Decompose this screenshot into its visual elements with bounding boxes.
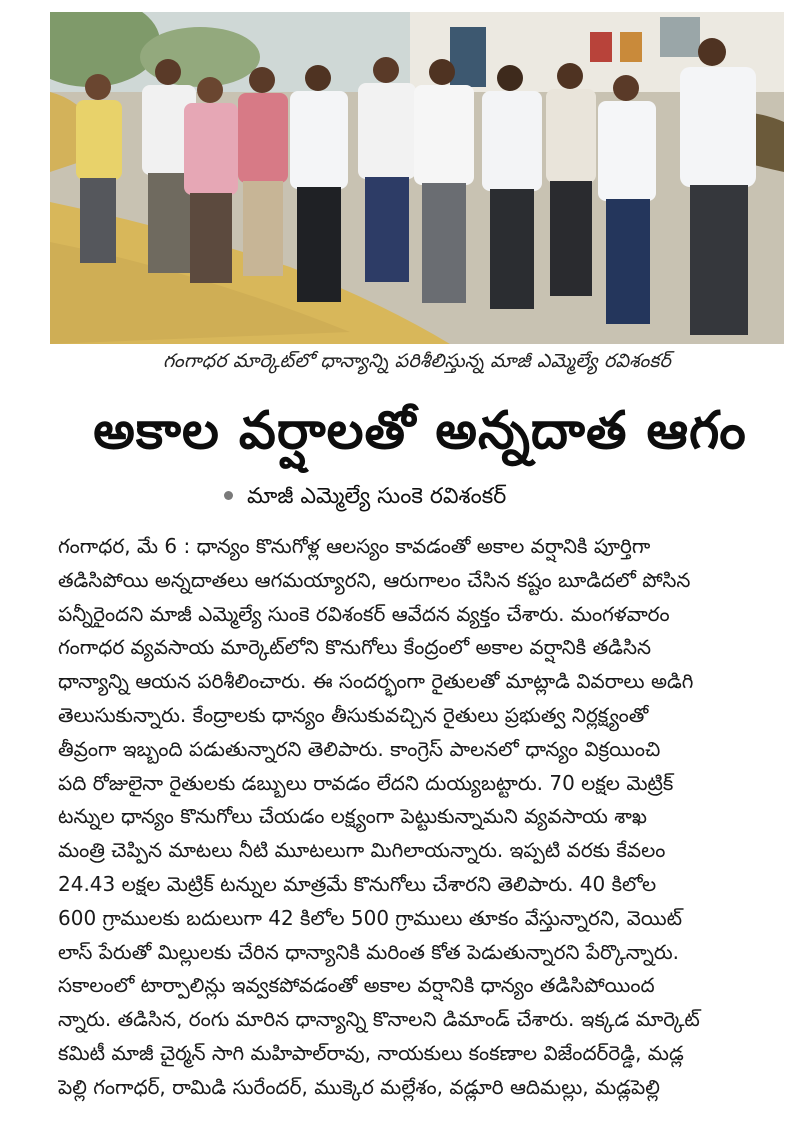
body-line: 24.43 లక్షల మెట్రిక్ టన్నుల మాత్రమే కొనుగోలు చేశారని తెలిపారు. 40 కిలోల — [58, 871, 657, 896]
headline: అకాల వర్షాలతో అన్నదాత ఆగం — [93, 401, 747, 461]
person — [76, 74, 122, 263]
person — [290, 65, 348, 302]
body-line: పెల్లి గంగాధర్, రామిడి సురేందర్, ముక్కెర మల్లేశం, వడ్లూరి ఆదిమల్లు, మడ్లపెల్లి — [58, 1074, 660, 1099]
article-body — [58, 530, 788, 1105]
bullet-icon — [224, 491, 233, 500]
subhead — [224, 484, 506, 514]
body-line: సకాలంలో టార్పాలిన్లు ఇవ్వకపోవడంతో అకాల వర్షానికి ధాన్యం తడిసిపోయింద — [58, 973, 655, 998]
person — [414, 59, 474, 303]
body-line: ధాన్యాన్ని ఆయన పరిశీలించారు. ఈ సందర్భంగా రైతులతో మాట్లాడి వివరాలు అడిగి — [58, 669, 694, 694]
body-line: తెలుసుకున్నారు. కేంద్రాలకు ధాన్యం తీసుకువచ్చిన రైతులు ప్రభుత్వ నిర్లక్ష్యంతో — [58, 702, 649, 727]
body-line: తడిసిపోయి అన్నదాతలు ఆగమయ్యారని, ఆరుగాలం చేసిన కష్టం బూడిదలో పోసిన — [58, 567, 691, 592]
photo-caption: గంగాధర మార్కెట్‌లో ధాన్యాన్ని పరిశీలిస్తున్న మాజీ ఎమ్మెల్యే రవిశంకర్ — [162, 350, 671, 372]
body-line: కమిటీ మాజీ చైర్మన్ సాగి మహిపాల్‌రావు, నాయకులు కంకణాల విజేందర్‌రెడ్డి, మడ్ల — [58, 1040, 684, 1065]
person — [238, 67, 288, 276]
body-line: 600 గ్రాములకు బదులుగా 42 కిలోల 500 గ్రాములు తూకం వేస్తున్నారని, వెయిట్ — [58, 905, 683, 930]
person — [546, 63, 596, 296]
body-line: పన్నీరైందని మాజీ ఎమ్మెల్యే సుంకె రవిశంకర్ ఆవేదన వ్యక్తం చేశారు. మంగళవారం — [58, 601, 670, 626]
person — [184, 77, 238, 283]
body-line: గంగాధర, మే 6 : ధాన్యం కొనుగోళ్ల ఆలస్యం కావడంతో అకాల వర్షానికి పూర్తిగా — [58, 534, 651, 558]
body-line: పది రోజులైనా రైతులకు డబ్బులు రావడం లేదని దుయ్యబట్టారు. 70 లక్షల మెట్రిక్ — [58, 770, 674, 795]
news-photo-illustration — [50, 12, 784, 344]
person — [598, 75, 656, 324]
body-line: టన్నుల ధాన్యం కొనుగోలు చేయడం లక్ష్యంగా పెట్టుకున్నామని వ్యవసాయ శాఖ — [58, 804, 648, 829]
body-line: లాస్ పేరుతో మిల్లులకు చేరిన ధాన్యానికి మరింత కోత పెడుతున్నారని పేర్కొన్నారు. — [58, 939, 680, 964]
person — [482, 65, 542, 309]
body-line: తీవ్రంగా ఇబ్బంది పడుతున్నారని తెలిపారు. కాంగ్రెస్ పాలనలో ధాన్యం విక్రయించి — [58, 736, 661, 761]
subhead-text: మాజీ ఎమ్మెల్యే సుంకె రవిశంకర్ — [247, 484, 507, 509]
news-photo — [50, 12, 784, 344]
body-line: మంత్రి చెప్పిన మాటలు నీటి మూటలుగా మిగిలాయన్నారు. ఇప్పటి వరకు కేవలం — [58, 838, 666, 863]
body-line: గంగాధర వ్యవసాయ మార్కెట్‌లోని కొనుగోలు కేంద్రంలో అకాల వర్షానికి తడిసిన — [58, 635, 652, 660]
person — [680, 38, 756, 335]
body-line: న్నారు. తడిసిన, రంగు మారిన ధాన్యాన్ని కొనాలని డిమాండ్ చేశారు. ఇక్కడ మార్కెట్ — [58, 1007, 700, 1032]
person — [358, 57, 416, 282]
